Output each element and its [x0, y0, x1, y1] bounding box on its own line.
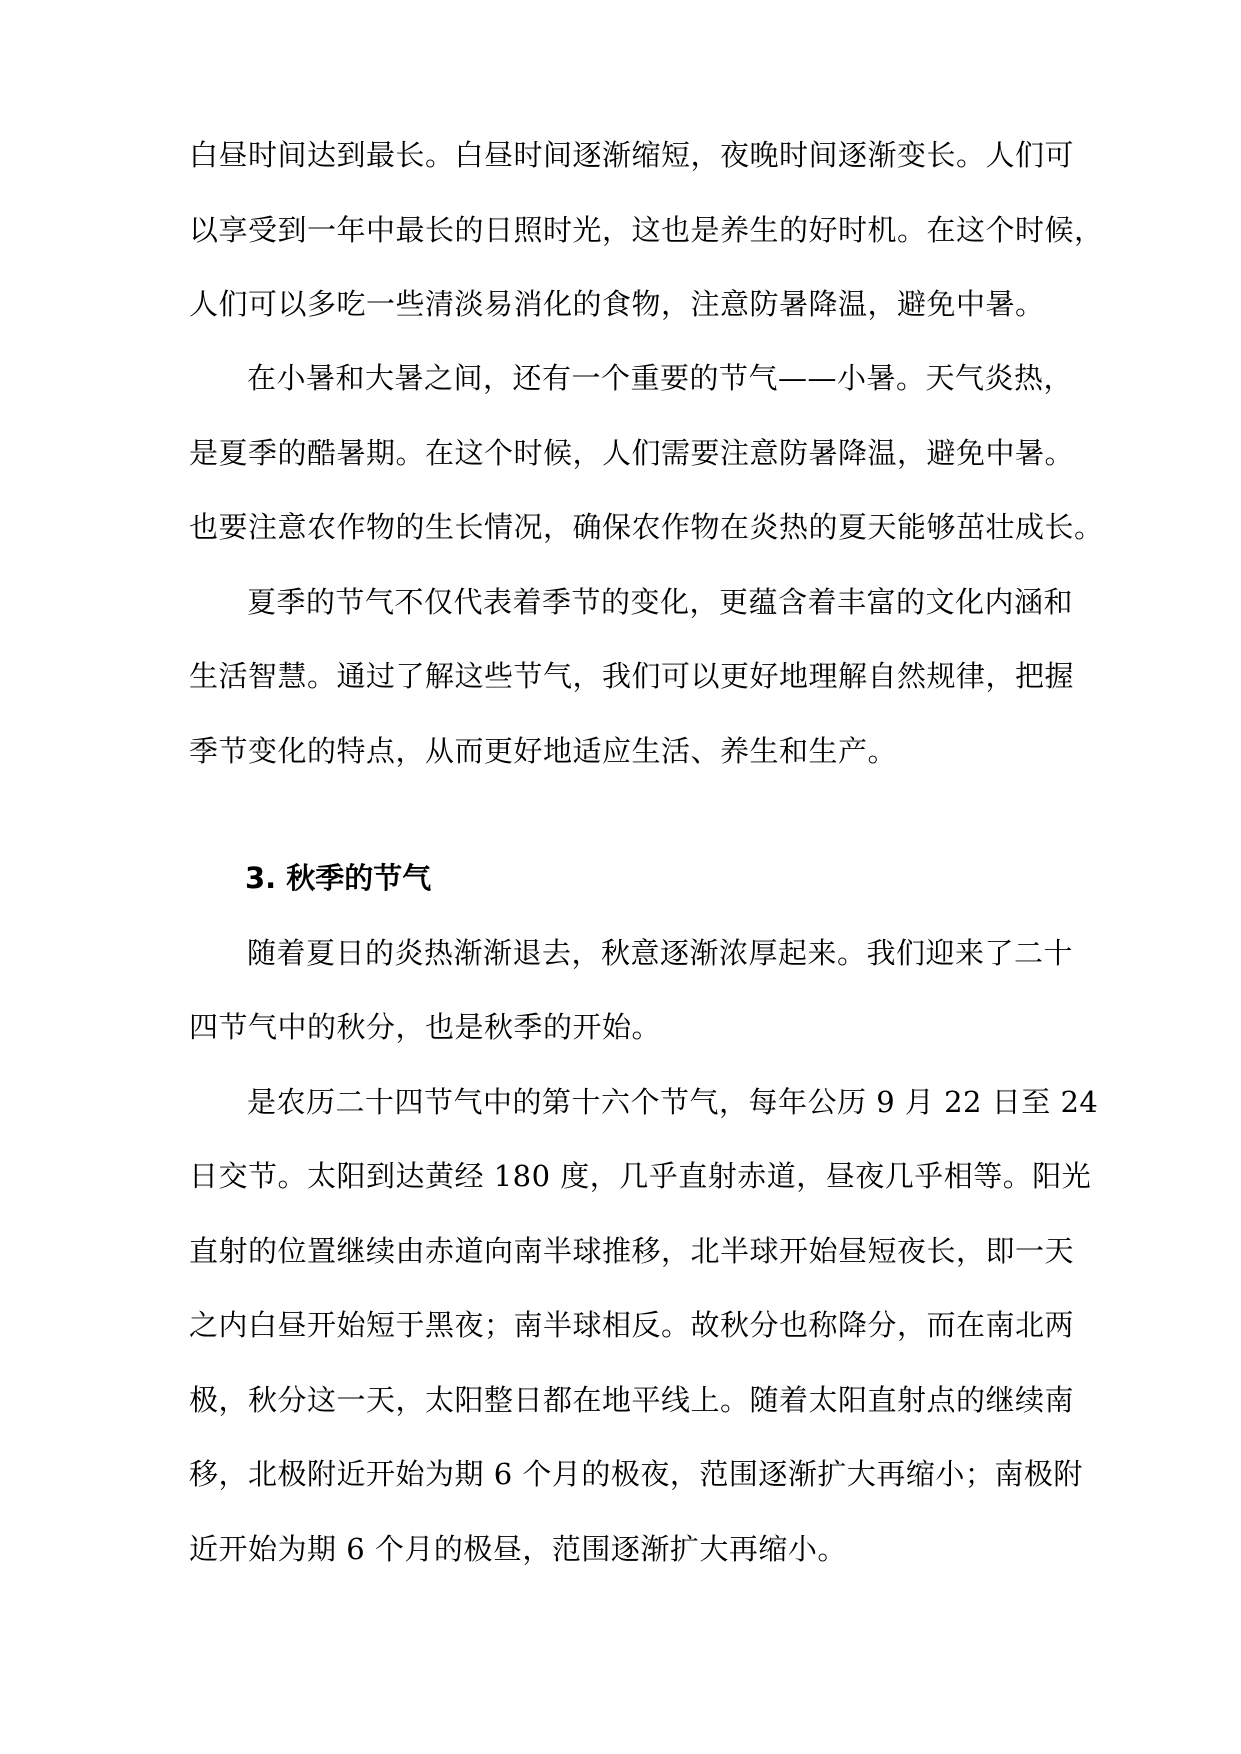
paragraph-5-line-1: 是农历二十四节气中的第十六个节气，每年公历 9 月 22 日至 24	[247, 1085, 1099, 1119]
section-heading: 3. 秋季的节气	[245, 861, 432, 895]
paragraph-1-line-2: 以享受到一年中最长的日照时光，这也是养生的好时机。在这个时候，	[189, 213, 1104, 247]
paragraph-5-line-6: 移，北极附近开始为期 6 个月的极夜，范围逐渐扩大再缩小；南极附	[189, 1457, 1083, 1491]
paragraph-3-line-2: 生活智慧。通过了解这些节气，我们可以更好地理解自然规律，把握	[189, 659, 1075, 693]
paragraph-5-line-3: 直射的位置继续由赤道向南半球推移，北半球开始昼短夜长，即一天	[189, 1234, 1075, 1268]
paragraph-3-line-3: 季节变化的特点，从而更好地适应生活、养生和生产。	[189, 734, 898, 768]
paragraph-4-line-1: 随着夏日的炎热渐渐退去，秋意逐渐浓厚起来。我们迎来了二十	[247, 936, 1074, 970]
paragraph-2-line-1: 在小暑和大暑之间，还有一个重要的节气——小暑。天气炎热，	[247, 361, 1074, 395]
paragraph-5-line-7: 近开始为期 6 个月的极昼，范围逐渐扩大再缩小。	[189, 1532, 847, 1566]
paragraph-2-line-3: 也要注意农作物的生长情况，确保农作物在炎热的夏天能够茁壮成长。	[189, 510, 1104, 544]
paragraph-3-line-1: 夏季的节气不仅代表着季节的变化，更蕴含着丰富的文化内涵和	[247, 585, 1074, 619]
paragraph-2-line-2: 是夏季的酷暑期。在这个时候，人们需要注意防暑降温，避免中暑。	[189, 436, 1075, 470]
paragraph-5-line-4: 之内白昼开始短于黑夜；南半球相反。故秋分也称降分，而在南北两	[189, 1308, 1075, 1342]
paragraph-5-line-2: 日交节。太阳到达黄经 180 度，几乎直射赤道，昼夜几乎相等。阳光	[189, 1159, 1092, 1193]
paragraph-4-line-2: 四节气中的秋分，也是秋季的开始。	[189, 1010, 662, 1044]
paragraph-1-line-1: 白昼时间达到最长。白昼时间逐渐缩短，夜晚时间逐渐变长。人们可	[189, 138, 1075, 172]
paragraph-5-line-5: 极，秋分这一天，太阳整日都在地平线上。随着太阳直射点的继续南	[189, 1383, 1075, 1417]
paragraph-1-line-3: 人们可以多吃一些清淡易消化的食物，注意防暑降温，避免中暑。	[189, 287, 1045, 321]
